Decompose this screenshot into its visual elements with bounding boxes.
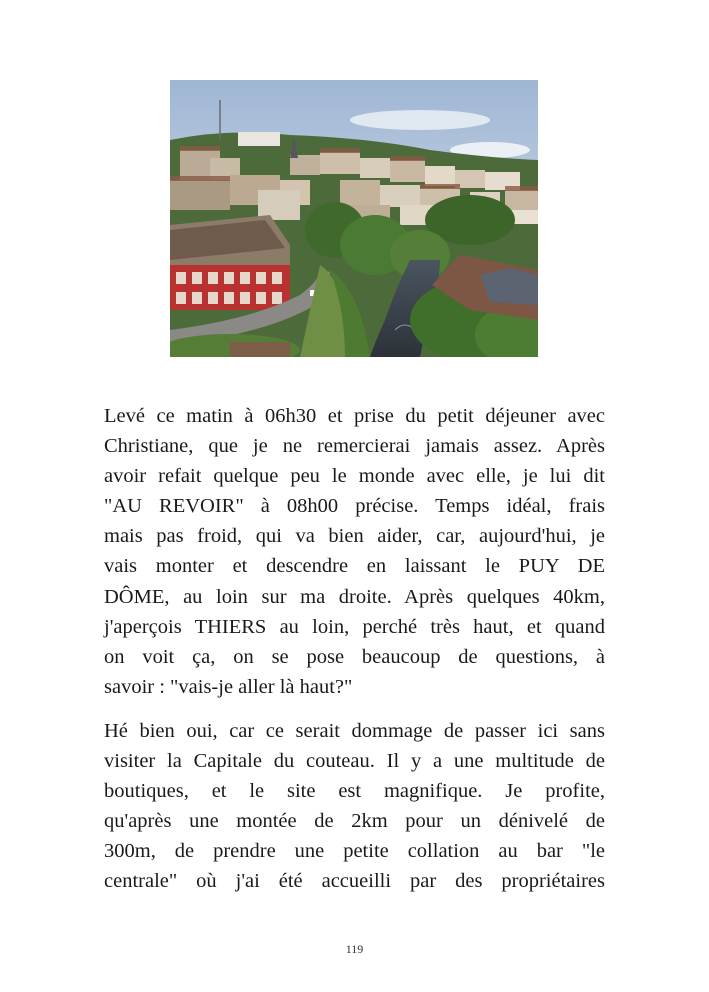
town-photo xyxy=(170,80,538,357)
paragraph-1 xyxy=(104,401,605,702)
text-line: boutiques, et le site est magnifique. Je profite, xyxy=(104,780,605,803)
text-line: centrale" où j'ai été accueilli par des propriétaires xyxy=(104,870,605,893)
text-line: j'aperçois THIERS au loin, perché très haut, et quand xyxy=(104,615,605,638)
text-line: Christiane, que je ne remercierai jamais assez. Après xyxy=(104,435,605,458)
text-body xyxy=(104,401,605,897)
text-line: mais pas froid, qui va bien aider, car, aujourd'hui, je xyxy=(104,525,605,548)
text-line: savoir : "vais-je aller là haut?" xyxy=(104,675,353,698)
text-line: vais monter et descendre en laissant le PUY DE xyxy=(104,555,605,578)
text-line: avoir refait quelque peu le monde avec elle, je lui dit xyxy=(104,465,605,488)
text-line: "AU REVOIR" à 08h00 précise. Temps idéal, frais xyxy=(104,495,605,518)
text-line: on voit ça, on se pose beaucoup de questions, à xyxy=(104,645,605,668)
text-line: visiter la Capitale du couteau. Il y a une multitude de xyxy=(104,750,605,773)
text-line: Levé ce matin à 06h30 et prise du petit déjeuner avec xyxy=(104,405,605,427)
paragraph-2 xyxy=(104,716,605,897)
page-number: 119 xyxy=(345,942,364,956)
text-line: DÔME, au loin sur ma droite. Après quelques 40km, xyxy=(104,585,605,608)
town-photo-icon xyxy=(170,80,538,357)
text-line: qu'après une montée de 2km pour un dénivelé de xyxy=(104,810,605,833)
text-line: 300m, de prendre une petite collation au bar "le xyxy=(104,840,605,863)
text-line: Hé bien oui, car ce serait dommage de passer ici sans xyxy=(104,719,605,742)
